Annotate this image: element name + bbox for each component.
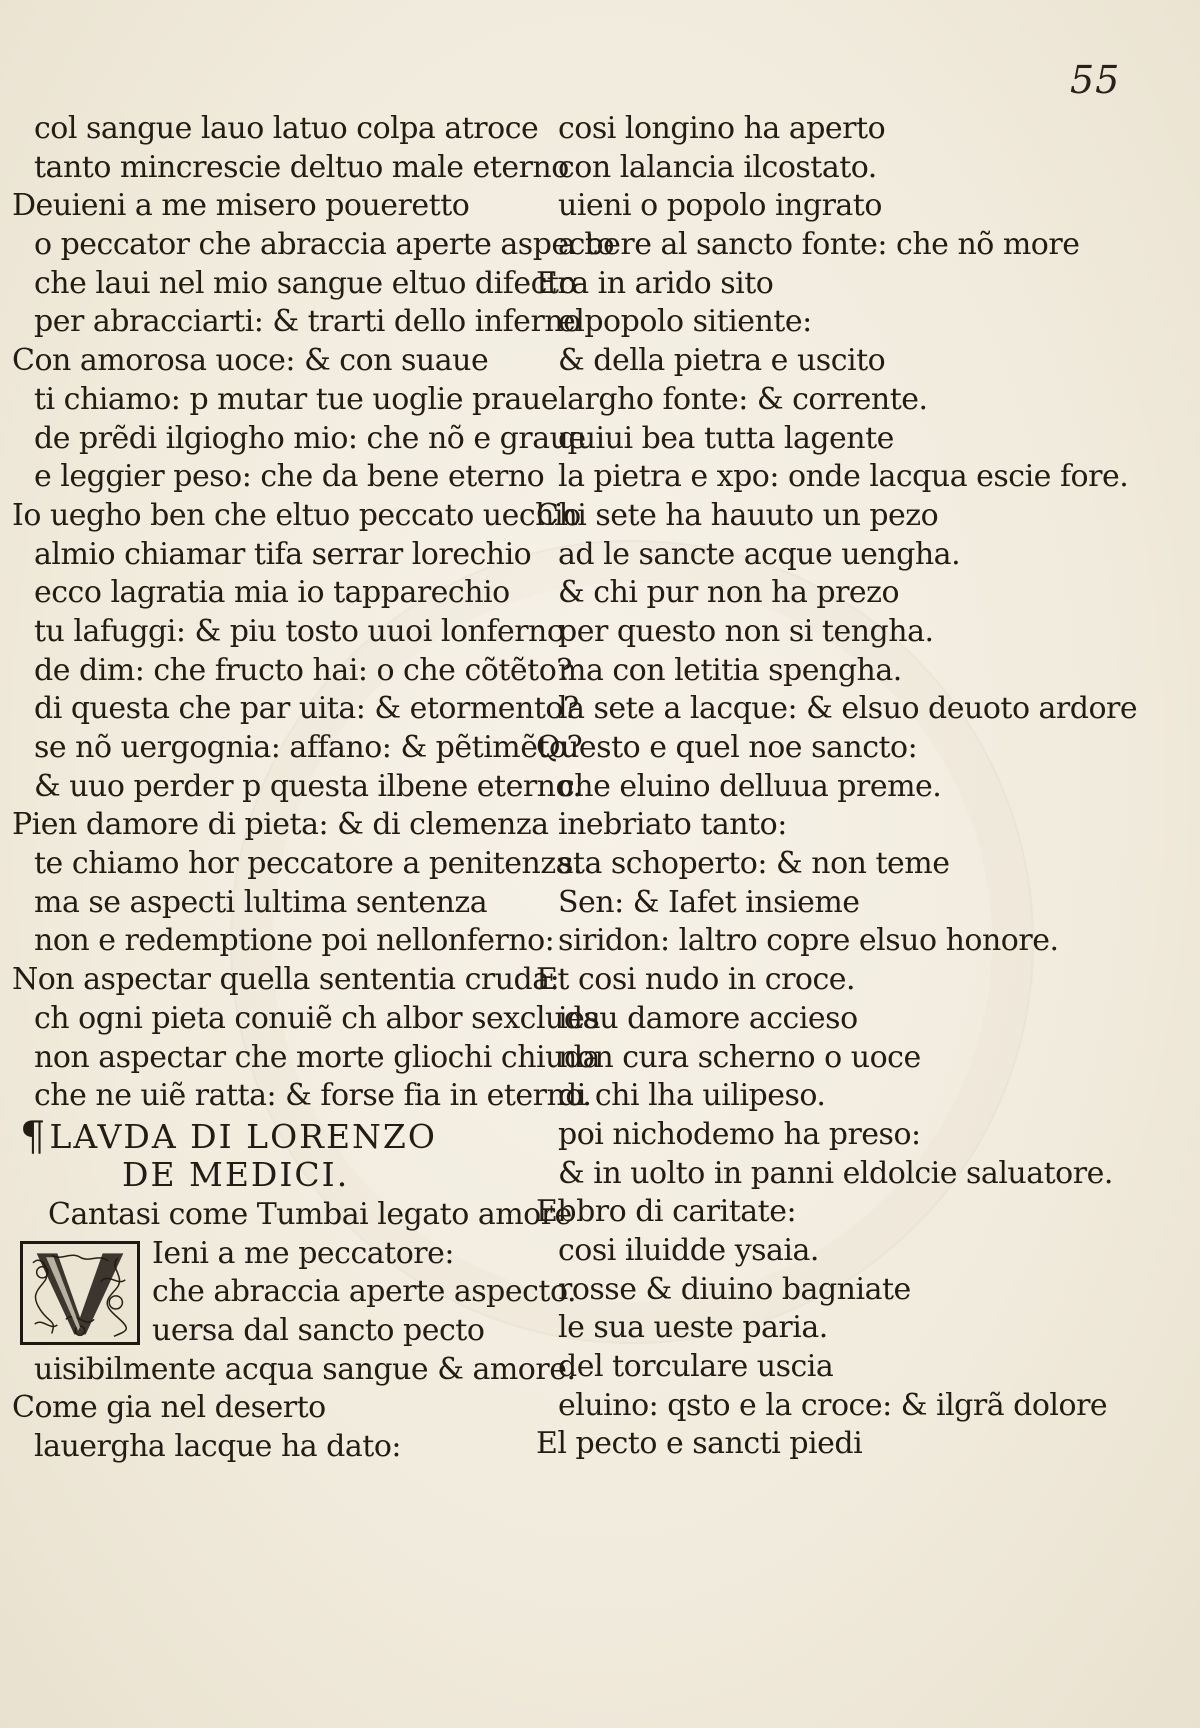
verse-line: te chiamo hor peccatore a penitenza. — [34, 846, 583, 882]
verse-line: inebriato tanto: — [558, 807, 787, 843]
verse-line: uieni o popolo ingrato — [558, 188, 882, 224]
verse-line: cosi longino ha aperto — [558, 111, 886, 146]
left-column — [12, 110, 615, 1467]
verse-line: Et cosi nudo in croce. — [536, 962, 856, 998]
left-column-verses — [12, 110, 615, 1116]
verse-line: & in uolto in panni eldolcie saluatore. — [558, 1155, 1113, 1191]
verse-line: ma con letitia spengha. — [558, 652, 902, 688]
verse-line: la sete a lacque: & elsuo deuoto ardore — [558, 691, 1138, 727]
verse-line: uisibilmente acqua sangue & amore. — [34, 1351, 576, 1387]
verse-line: Era in arido sito — [536, 265, 774, 301]
verse-line: eluino: qsto e la croce: & ilgrã dolore — [558, 1387, 1108, 1423]
verse-line: la pietra e xpo: onde lacqua escie fore. — [558, 459, 1129, 495]
verse-line: e leggier peso: che da bene eterno — [34, 459, 545, 495]
verse-line: se nõ uergognia: affano: & pẽtimẽto? — [34, 730, 583, 765]
verse-line: rosse & diuino bagniate — [558, 1271, 911, 1307]
right-column — [536, 110, 1138, 1464]
verse-line: che eluino delluua preme. — [558, 768, 942, 804]
verse-line: quiui bea tutta lagente — [558, 420, 894, 456]
verse-line: di chi lha uilipeso. — [558, 1078, 826, 1114]
verse-line: non cura scherno o uoce — [558, 1039, 921, 1075]
verse-line: a bere al sancto fonte: che nõ more — [558, 227, 1080, 263]
verse-line: Con amorosa uoce: & con suaue — [12, 343, 489, 379]
verse-line: le sua ueste paria. — [558, 1310, 828, 1346]
verse-line: Deuieni a me misero poueretto — [12, 188, 470, 224]
verse-line: di questa che par uita: & etormento? — [34, 691, 579, 727]
verse-line: Chi sete ha hauuto un pezo — [536, 497, 939, 533]
verse-line: per abracciarti: & trarti dello inferno — [34, 304, 581, 340]
verse-line: lauergha lacque ha dato: — [34, 1428, 401, 1464]
verse-line: Non aspectar quella sententia cruda: — [12, 962, 560, 998]
heading-text-1: LAVDA DI LORENZO — [49, 1116, 437, 1156]
verse-line: iesu damore accieso — [558, 1000, 858, 1036]
initial-verse-lines — [152, 1235, 576, 1351]
verse-line: & uuo perder p questa ilbene eterno. — [34, 768, 582, 804]
decorated-initial-block — [12, 1235, 577, 1351]
verse-line: de prẽdi ilgiogho mio: che nõ e graue — [34, 420, 586, 456]
verse-line: Questo e quel noe sancto: — [536, 730, 918, 765]
verse-line: elpopolo sitiente: — [558, 304, 812, 340]
verse-line: sta schoperto: & non teme — [558, 846, 950, 882]
initial-verse-line: Ieni a me peccatore: — [152, 1235, 454, 1271]
verse-line: El pecto e sancti piedi — [536, 1426, 863, 1462]
verse-line: o peccator che abraccia aperte aspecto — [34, 227, 615, 263]
verse-line: non e redemptione poi nellonferno: — [34, 923, 555, 959]
verse-line: Come gia nel deserto — [12, 1390, 326, 1426]
verse-line: tanto mincrescie deltuo male eterno — [34, 149, 569, 185]
verse-line: ma se aspecti lultima sentenza — [34, 884, 488, 920]
verse-line: che ne uiẽ ratta: & forse fia in eterno. — [34, 1078, 592, 1114]
verse-line: Ebbro di caritate: — [536, 1194, 797, 1230]
page-number: 55 — [1070, 58, 1121, 102]
verse-line: poi nichodemo ha preso: — [558, 1116, 921, 1152]
verse-line: col sangue lauo latuo colpa atroce — [34, 111, 539, 146]
left-column-closing-verses — [12, 1351, 576, 1467]
initial-verse-line: che abraccia aperte aspecto. — [152, 1274, 577, 1310]
verse-line: ch ogni pieta conuiẽ ch albor sexcluda — [34, 1000, 600, 1036]
verse-line: per questo non si tengha. — [558, 613, 934, 649]
verse-line: con lalancia ilcostato. — [558, 149, 877, 185]
verse-line: del torculare uscia — [558, 1349, 834, 1384]
lauda-heading-line2: DE MEDICI. — [122, 1154, 350, 1194]
verse-line: ad le sancte acque uengha. — [558, 536, 961, 572]
verse-line: ti chiamo: p mutar tue uoglie praue — [34, 381, 559, 417]
verse-line: cosi iluidde ysaia. — [558, 1232, 819, 1268]
verse-line: Io uegho ben che eltuo peccato uechio — [12, 497, 581, 533]
verse-line: Pien damore di pieta: & di clemenza — [12, 807, 549, 843]
verse-line: & della pietra e uscito — [558, 343, 886, 379]
verse-line: siridon: laltro copre elsuo honore. — [558, 923, 1059, 959]
decorated-initial-v-icon — [20, 1241, 140, 1345]
pilcrow-icon: ¶ — [20, 1113, 48, 1160]
lauda-heading-line1 — [12, 1113, 532, 1160]
verse-line: che laui nel mio sangue eltuo difecto — [34, 265, 577, 301]
verse-line: almio chiamar tifa serrar lorechio — [34, 536, 532, 572]
verse-line: ecco lagratia mia io tapparechio — [34, 575, 510, 611]
verse-line: & chi pur non ha prezo — [558, 575, 900, 611]
verse-line: Sen: & Iafet insieme — [558, 884, 860, 920]
verse-line: de dim: che fructo hai: o che cõtẽto? — [34, 652, 572, 688]
verse-line: non aspectar che morte gliochi chiuda — [34, 1039, 601, 1075]
verse-line: tu lafuggi: & piu tosto uuoi lonferno — [34, 613, 565, 649]
verse-line: largho fonte: & corrente. — [558, 381, 928, 417]
tune-note: Cantasi come Tumbai legato amore — [48, 1196, 572, 1232]
initial-verse-line: uersa dal sancto pecto — [152, 1312, 485, 1348]
